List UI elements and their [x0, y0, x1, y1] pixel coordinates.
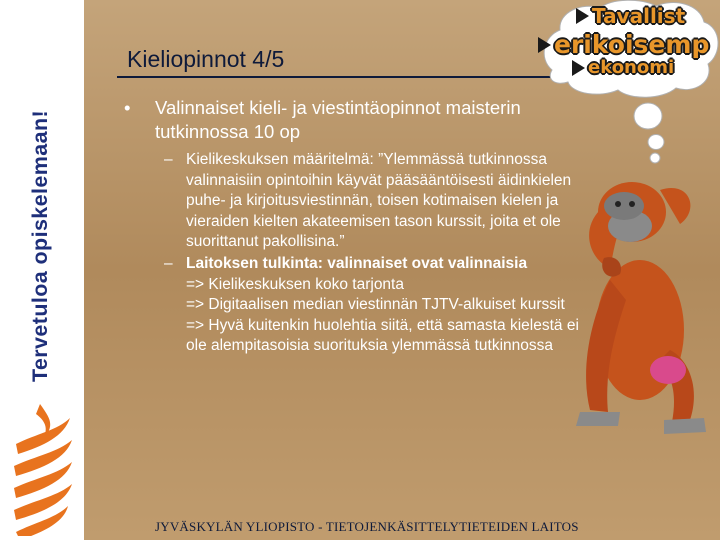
sub-item-2 [162, 254, 582, 357]
sidebar [0, 0, 84, 540]
dash-char: – [164, 254, 173, 272]
slide-title: Kieliopinnot 4/5 [127, 46, 285, 72]
dash-char: – [164, 151, 173, 168]
title-underline [117, 76, 557, 78]
footer: JYVÄSKYLÄN YLIOPISTO - TIETOJENKÄSITTELYTIETEIDEN LAITOS [155, 519, 579, 534]
arrow-bullet-icon [572, 60, 585, 76]
arrow-bullet-icon [538, 37, 551, 53]
sub-2-line-1: => Kielikeskuksen koko tarjonta [186, 275, 404, 293]
bubble-line-2: erikoisemp [538, 32, 709, 57]
bubble-line-3: ekonomi [572, 59, 720, 77]
sub-item-1 [162, 150, 582, 253]
arrow-bullet-icon [576, 8, 589, 24]
vertical-title: Tervetuloa opiskelemaan! [28, 109, 52, 382]
sub-list [162, 150, 582, 358]
thought-bubble-text [554, 4, 720, 78]
sub-2-heading: Laitoksen tulkinta: valinnaiset ovat valinnaisia [186, 254, 528, 272]
bubble-line-1: Tavallist [576, 6, 720, 26]
orangutan-thinking-icon [560, 150, 710, 440]
bullet-1-text: Valinnaiset kieli- ja viestintäopinnot maisterin tutkinnossa 10 op [155, 97, 521, 142]
university-logo-icon [6, 400, 76, 536]
sub-2-line-3: => Hyvä kuitenkin huolehtia siitä, että samasta kielestä ei ole alempitasoisia suorituksia ylemmässä tutkinnossa [186, 316, 579, 355]
sub-2-line-2: => Digitaalisen median viestinnän TJTV-alkuiset kurssit [186, 296, 565, 314]
bullet-char: • [124, 97, 131, 118]
bullet-item-1 [125, 96, 565, 144]
sub-1-text: Kielikeskuksen määritelmä: ”Ylemmässä tutkinnossa valinnaisiin opintoihin käyvät pääsääntöisesti äidinkielen puhe- ja kirjoitusviestinnän, toisen kotimaisen kielen ja vieraiden kielten akateemisen tason kurssit, joita et ole suorittanut pakollisina.” [186, 151, 572, 251]
